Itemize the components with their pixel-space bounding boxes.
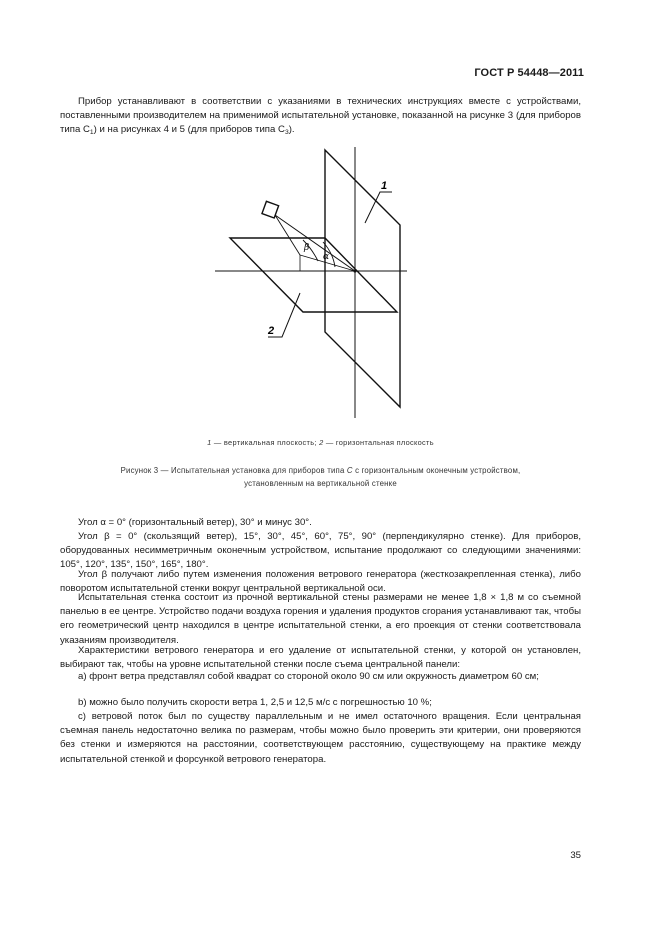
center-point: [353, 269, 356, 272]
legend-text-2: — горизонтальная плоскость: [323, 438, 434, 447]
legend-text-1: — вертикальная плоскость;: [211, 438, 320, 447]
list-item-b: b) можно было получить скорости ветра 1, 2,5 и 12,5 м/с с погрешностью 10 %;: [78, 697, 432, 708]
legend-number-2: 2: [319, 438, 324, 447]
paragraph-angle-beta: Угол β = 0° (скользящий ветер), 15°, 30°, 45°, 60°, 75°, 90° (перпендикулярно стенке). Для приборов, оборудованных несимметричным оконечным устройством, испытание продолжают со следующими значениями: 105°, 120°, 135°, 150°, 165°, 180°.: [60, 531, 581, 571]
horizontal-plane: [230, 238, 397, 312]
paragraph-test-wall: Испытательная стенка состоит из прочной вертикальной стены размерами не менее 1,8 × 1,8 м со съемной панелью в ее центре. Устройство подачи воздуха горения и удаления продуктов сгорания устанавливают так, чтобы его геометрический центр находился в центре испытательной стенки, а его проекция от стенки соответствовала указаниям производителя.: [60, 592, 581, 646]
callout-2: 2: [268, 325, 275, 337]
callout-1-leader: [365, 192, 392, 223]
callout-1: 1: [381, 180, 388, 192]
intro-subscript-1: 1: [89, 129, 94, 137]
vertical-plane: [325, 150, 400, 407]
intro-paragraph: [60, 95, 581, 138]
figure-legend: [60, 438, 581, 447]
legend-number-1: 1: [207, 438, 212, 447]
caption-line-1-rest: с горизонтальным оконечным устройством,: [352, 466, 521, 475]
page-number: 35: [570, 850, 581, 861]
intro-text-3: ).: [288, 124, 295, 136]
test-rig-drawing: [200, 145, 420, 425]
caption-prefix: Рисунок 3 — Испытательная установка для приборов типа: [120, 466, 347, 475]
paragraph-beta-method: Угол β получают либо путем изменения положения ветрового генератора (жесткозакрепленная стенка), либо поворотом испытательной стенки вокруг центральной вертикальной оси.: [60, 569, 581, 595]
paragraph-wind-generator: Характеристики ветрового генератора и его удаление от испытательной стенки, у которой он установлен, выбирают так, чтобы на уровне испытательной стенки после съема центральной панели:: [60, 645, 581, 671]
list-item-a: а) фронт ветра представлял собой квадрат со стороной около 90 см или окружность диаметром 60 см;: [78, 671, 539, 682]
paragraph-angle-alpha: Угол α = 0° (горизонтальный ветер), 30° и минус 30°.: [78, 517, 312, 528]
caption-type-letter: С: [346, 466, 353, 475]
angle-alpha-label: α: [323, 252, 330, 262]
list-item-c: c) ветровой поток был по существу параллельным и не имел остаточного вращения. Если центральная съемная панель недостаточно велика по размерам, чтобы можно было проверить эти критерии, они проверяются без стенки и измеряются на расстоянии, соответствующем расстоянию, существующему на практике между испытательной стенкой и форсункой ветрового генератора.: [60, 711, 581, 765]
wind-projection-line: [275, 215, 300, 255]
intro-text-2: ) и на рисунках 4 и 5 (для приборов типа С: [93, 124, 285, 136]
figure-caption: [60, 464, 581, 490]
wind-line: [275, 215, 355, 271]
figure-3-diagram: [200, 145, 420, 425]
angle-beta-label: β: [304, 243, 310, 253]
intro-subscript-2: 3: [284, 129, 289, 137]
standard-code: ГОСТ Р 54448—2011: [474, 67, 584, 79]
caption-line-2: установленным на вертикальной стенке: [244, 479, 397, 488]
intro-text-1: Прибор устанавливают в соответствии с указаниями в технических инструкциях вместе с устройствами, поставленными производителем на применимой испытательной установке, показанной на рисунке 3 (для приборов типа С: [60, 96, 581, 136]
